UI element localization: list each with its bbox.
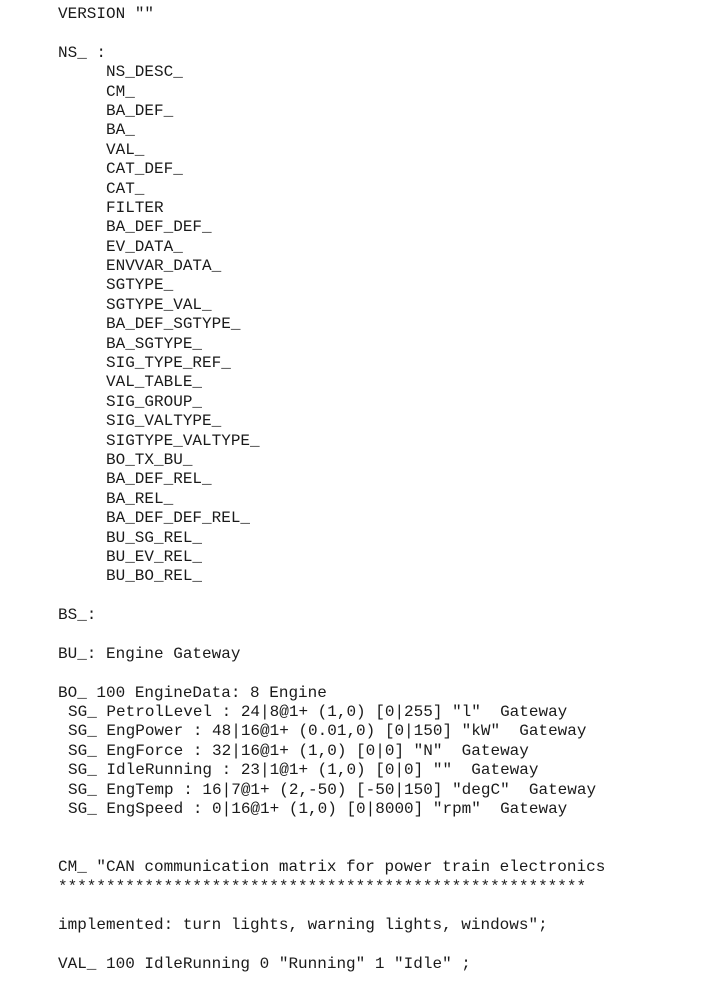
signal-line: SG_ IdleRunning : 23|1@1+ (1,0) [0|0] "" Gateway: [68, 761, 539, 780]
blank-line: [58, 587, 718, 606]
signal-line: SG_ EngTemp : 16|7@1+ (2,-50) [-50|150] "degC" Gateway: [68, 780, 597, 799]
signal-list: [58, 703, 718, 819]
dbc-document: [58, 5, 718, 975]
ns-entry: BA_DEF_: [106, 101, 174, 120]
signal-line: SG_ EngPower : 48|16@1+ (0.01,0) [0|150] "kW" Gateway: [68, 722, 587, 741]
ns-entry: SIGTYPE_VALTYPE_: [106, 431, 260, 450]
blank-line: [58, 626, 718, 645]
ns-entry: SGTYPE_VAL_: [106, 295, 212, 314]
blank-line: [58, 819, 718, 838]
ns-header: NS_ :: [58, 43, 107, 62]
blank-line: [58, 936, 718, 955]
blank-line: [58, 897, 718, 916]
ns-entry: SIG_TYPE_REF_: [106, 354, 231, 373]
ns-entry: BA_DEF_REL_: [106, 470, 212, 489]
ns-entry: EV_DATA_: [106, 237, 183, 256]
signal-line: SG_ EngForce : 32|16@1+ (1,0) [0|0] "N" Gateway: [68, 741, 529, 760]
ns-entry: BU_BO_REL_: [106, 567, 203, 586]
cm-implemented-line: implemented: turn lights, warning lights, windows";: [58, 916, 548, 935]
ns-entry: BA_DEF_SGTYPE_: [106, 315, 241, 334]
ns-entry: CM_: [106, 82, 135, 101]
bu-line: BU_: Engine Gateway: [58, 644, 241, 663]
ns-entry: VAL_: [106, 140, 145, 159]
ns-entry: BA_: [106, 121, 135, 140]
ns-entry: BA_DEF_DEF_REL_: [106, 509, 251, 528]
ns-entry: BA_DEF_DEF_: [106, 218, 212, 237]
ns-entry: BA_SGTYPE_: [106, 334, 203, 353]
ns-entry: SGTYPE_: [106, 276, 174, 295]
ns-entry: BO_TX_BU_: [106, 450, 193, 469]
signal-line: SG_ PetrolLevel : 24|8@1+ (1,0) [0|255] "l" Gateway: [68, 703, 568, 722]
ns-list: [58, 63, 718, 587]
val-line: VAL_ 100 IdleRunning 0 "Running" 1 "Idle" ;: [58, 955, 471, 974]
ns-entry: NS_DESC_: [106, 63, 183, 82]
ns-entry: CAT_: [106, 179, 145, 198]
ns-entry: ENVVAR_DATA_: [106, 257, 222, 276]
ns-entry: SIG_GROUP_: [106, 392, 203, 411]
ns-entry: SIG_VALTYPE_: [106, 412, 222, 431]
ns-entry: FILTER: [106, 198, 164, 217]
ns-entry: BU_EV_REL_: [106, 547, 203, 566]
ns-entry: CAT_DEF_: [106, 160, 183, 179]
blank-line: [58, 839, 718, 858]
signal-line: SG_ EngSpeed : 0|16@1+ (1,0) [0|8000] "rpm" Gateway: [68, 800, 568, 819]
bs-line: BS_:: [58, 606, 97, 625]
ns-entry: BU_SG_REL_: [106, 528, 203, 547]
cm-stars-line: *******************************************************: [58, 877, 587, 896]
version-line: VERSION "": [58, 5, 155, 23]
ns-entry: VAL_TABLE_: [106, 373, 203, 392]
cm-line: CM_ "CAN communication matrix for power train electronics: [58, 858, 606, 877]
ns-entry: BA_REL_: [106, 489, 174, 508]
blank-line: [58, 664, 718, 683]
bo-line: BO_ 100 EngineData: 8 Engine: [58, 683, 327, 702]
blank-line: [58, 24, 718, 43]
